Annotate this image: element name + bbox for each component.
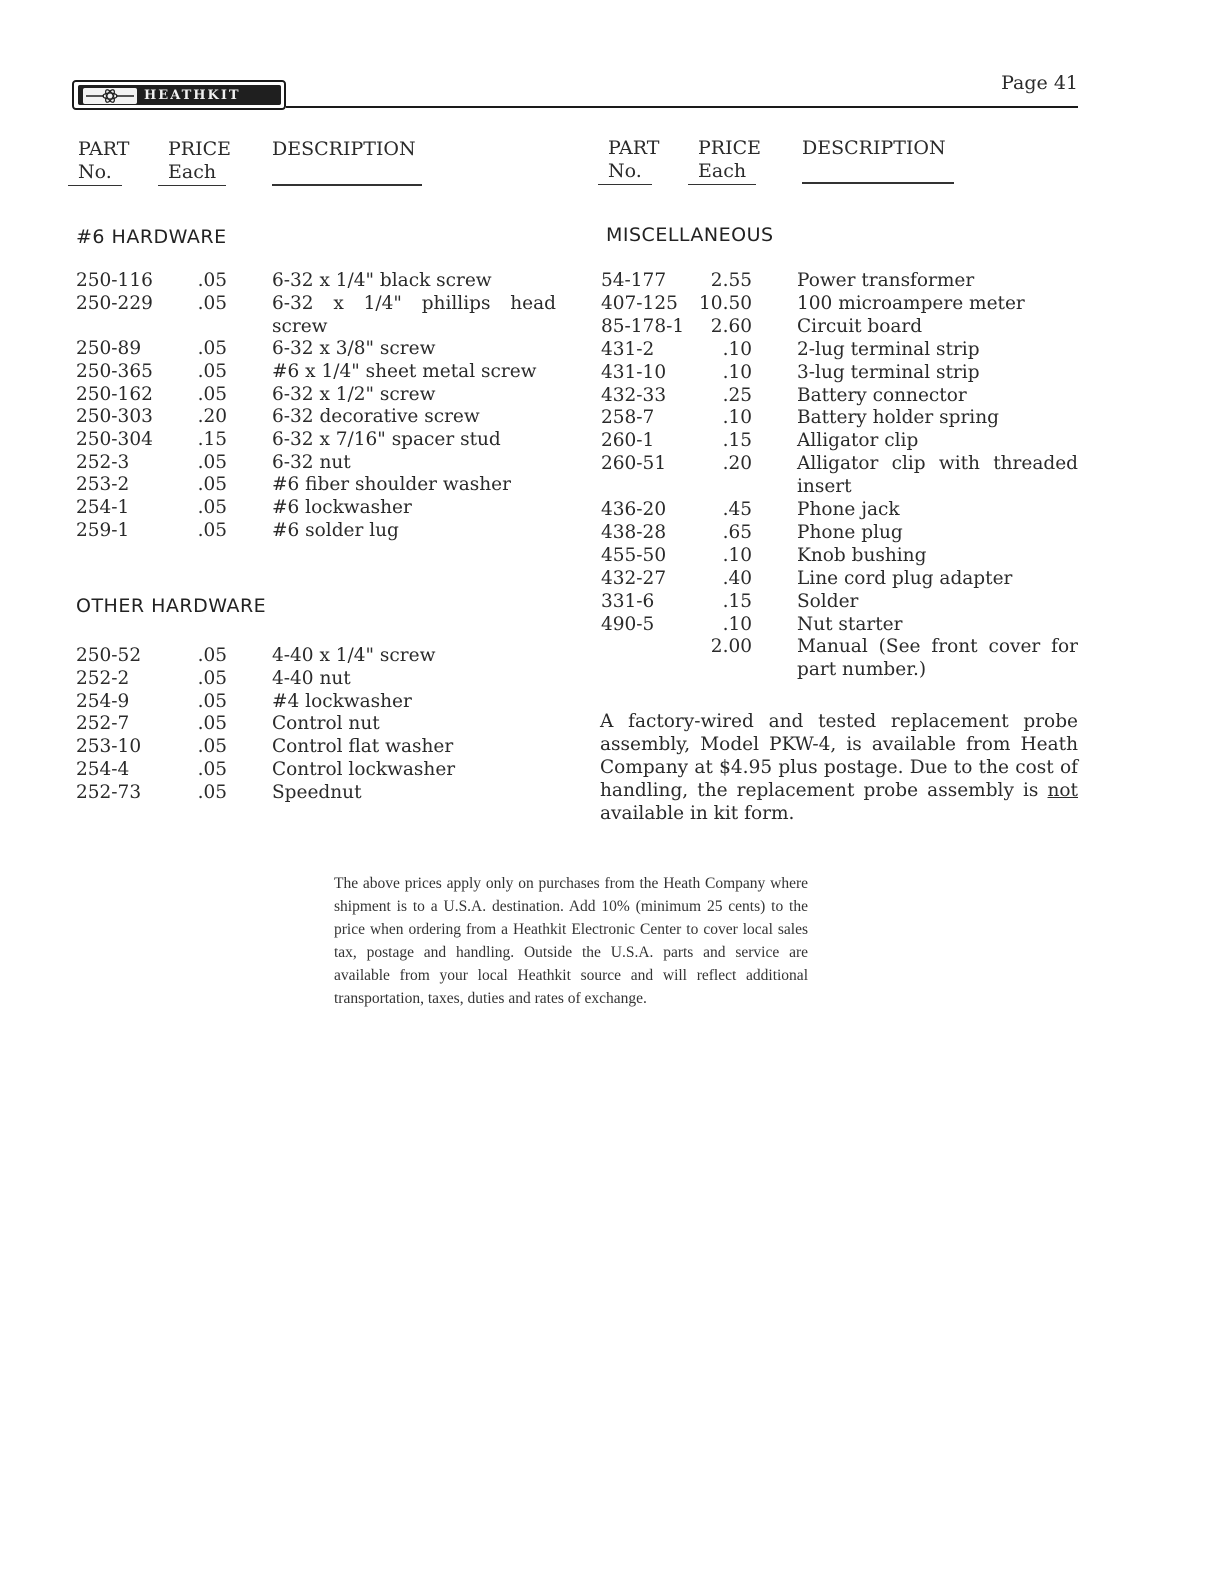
part-price: 2.60 — [710, 315, 752, 337]
page-number: Page 41 — [1001, 72, 1078, 94]
part-description: 6-32 nut — [272, 451, 351, 473]
part-price: .10 — [722, 407, 752, 429]
part-price: .10 — [722, 361, 752, 383]
part-description: Phone jack — [797, 499, 900, 520]
part-description: #6 x 1/4" sheet metal screw — [272, 360, 537, 382]
part-price: .05 — [197, 360, 227, 382]
part-price: .05 — [197, 474, 227, 496]
part-description: Battery connector — [797, 384, 967, 406]
part-number: 252-2 — [76, 667, 130, 689]
part-price: 10.50 — [699, 292, 752, 314]
part-price: .65 — [722, 521, 752, 543]
part-price: .05 — [197, 736, 227, 758]
part-description: Control flat washer — [272, 736, 454, 758]
description-heading-left: DESCRIPTION — [272, 138, 416, 160]
part-description: Speednut — [272, 781, 362, 803]
part-number: 252-7 — [76, 713, 130, 735]
part-description: 4-40 x 1/4" screw — [272, 645, 436, 666]
part-number: 254-4 — [76, 759, 130, 780]
description-underline-left — [272, 184, 422, 186]
part-number: 254-1 — [76, 497, 130, 518]
part-description: Knob bushing — [797, 544, 927, 566]
part-no-heading-right: PART No. — [608, 137, 659, 185]
part-price: .20 — [722, 453, 752, 475]
part-number: 258-7 — [601, 407, 655, 429]
part-number: 85-178-1 — [601, 315, 685, 337]
part-description: Power transformer — [797, 270, 975, 291]
part-description: Control lockwasher — [272, 759, 456, 780]
part-number: 250-52 — [76, 645, 142, 666]
part-price: .15 — [722, 590, 752, 612]
part-price: .05 — [197, 713, 227, 735]
part-price: .05 — [197, 759, 227, 780]
part-description: 6-32 x 1/4" black screw — [272, 270, 492, 291]
part-price: .05 — [197, 667, 227, 689]
part-price: .20 — [197, 406, 227, 428]
part-description: 4-40 nut — [272, 667, 351, 689]
price-heading-left: PRICE Each — [168, 138, 231, 186]
part-number: 250-303 — [76, 406, 153, 428]
part-number: 490-5 — [601, 613, 655, 635]
part-price: .10 — [722, 338, 752, 360]
part-description: Solder — [797, 590, 859, 612]
part-number: 260-51 — [601, 453, 667, 475]
part-price: .05 — [197, 338, 227, 360]
part-number: 250-229 — [76, 292, 153, 314]
part-description: 6-32 x 3/8" screw — [272, 338, 436, 360]
description-underline-right — [802, 182, 954, 184]
part-description: 6-32 x 7/16" spacer stud — [272, 428, 501, 450]
section-title-6-hardware: #6 HARDWARE — [76, 226, 227, 248]
part-description: Line cord plug adapter — [797, 567, 1013, 589]
part-number: 432-33 — [601, 384, 667, 406]
part-description: 100 microampere meter — [797, 292, 1025, 314]
part-price: .10 — [722, 544, 752, 566]
part-description: 2-lug terminal strip — [797, 338, 980, 360]
part-number: 250-89 — [76, 338, 142, 360]
not-emphasis: not — [1047, 780, 1078, 801]
part-price: 2.00 — [710, 636, 752, 658]
part-number: 250-116 — [76, 270, 153, 291]
part-no-heading-left: PART No. — [78, 138, 129, 186]
part-number: 254-9 — [76, 690, 130, 712]
part-price: .15 — [197, 428, 227, 450]
heathkit-logo — [72, 80, 286, 110]
part-price: .40 — [722, 567, 752, 589]
part-description: 6-32 x 1/4" phillips head screw — [272, 292, 556, 337]
part-description: #6 lockwasher — [272, 497, 412, 518]
part-number: 250-304 — [76, 428, 153, 450]
part-price: .05 — [197, 383, 227, 405]
part-number: 260-1 — [601, 430, 655, 452]
part-price: .10 — [722, 613, 752, 635]
part-price: .05 — [197, 690, 227, 712]
section-title-other-hardware: OTHER HARDWARE — [76, 595, 267, 617]
page-header — [72, 70, 1078, 110]
part-description: #4 lockwasher — [272, 690, 412, 712]
part-number: 431-10 — [601, 361, 667, 383]
part-number: 253-2 — [76, 474, 130, 496]
part-price: 2.55 — [710, 270, 752, 291]
part-price: .15 — [722, 430, 752, 452]
section-title-miscellaneous: MISCELLANEOUS — [606, 224, 774, 246]
part-price: .05 — [197, 270, 227, 291]
part-description: Alligator clip — [797, 430, 919, 452]
part-price: .05 — [197, 519, 227, 541]
part-price: .05 — [197, 781, 227, 803]
part-number: 250-365 — [76, 360, 153, 382]
part-price: .05 — [197, 645, 227, 666]
description-heading-right: DESCRIPTION — [802, 137, 946, 159]
part-number: 331-6 — [601, 590, 655, 612]
part-description: 6-32 x 1/2" screw — [272, 383, 436, 405]
part-number: 252-73 — [76, 781, 142, 803]
part-price: .05 — [197, 292, 227, 314]
part-description: #6 fiber shoulder washer — [272, 474, 511, 496]
pricing-footnote: The above prices apply only on purchases from the Heath Company where shipment is to a U.S.A. destination. Add 10% (minimum 25 cents) to the price when ordering from a Heathkit Electronic Center to cover local sales tax, postage and handling. Outside the U.S.A. parts and service are available from your local Heathkit source and will reflect additional transportation, taxes, duties and rates of exchange. — [334, 875, 808, 1007]
part-price: .05 — [197, 451, 227, 473]
part-number: 259-1 — [76, 519, 130, 541]
header-rule — [286, 106, 1078, 108]
part-description: Circuit board — [797, 315, 923, 337]
part-description: Nut starter — [797, 613, 903, 635]
part-description: Control nut — [272, 713, 380, 735]
part-number: 455-50 — [601, 544, 667, 566]
part-number: 432-27 — [601, 567, 667, 589]
part-description: Phone plug — [797, 521, 903, 543]
part-number: 436-20 — [601, 499, 667, 520]
part-number: 407-125 — [601, 292, 678, 314]
part-description: 3-lug terminal strip — [797, 361, 980, 383]
part-description: Manual (See front cover for part number.) — [797, 636, 1078, 681]
part-price: .45 — [722, 499, 752, 520]
part-number: 431-2 — [601, 338, 655, 360]
price-heading-right: PRICE Each — [698, 137, 761, 185]
part-description: Battery holder spring — [797, 407, 999, 429]
part-description: Alligator clip with threaded insert — [797, 453, 1078, 498]
replacement-probe-note: A factory-wired and tested replacement probe assembly, Model PKW-4, is available from Heath Company at $4.95 plus postage. Due to the cost of handling, the replacement probe assembly is not available in kit form. — [600, 711, 1078, 824]
part-number: 438-28 — [601, 521, 667, 543]
brand-name: HEATHKIT — [144, 88, 241, 103]
part-price: .05 — [197, 497, 227, 518]
part-price: .25 — [722, 384, 752, 406]
part-number: 54-177 — [601, 270, 667, 291]
part-description: #6 solder lug — [272, 519, 399, 541]
atom-emblem-icon — [82, 86, 138, 106]
part-description: 6-32 decorative screw — [272, 406, 480, 428]
part-number: 253-10 — [76, 736, 142, 758]
part-number: 252-3 — [76, 451, 130, 473]
part-number: 250-162 — [76, 383, 153, 405]
